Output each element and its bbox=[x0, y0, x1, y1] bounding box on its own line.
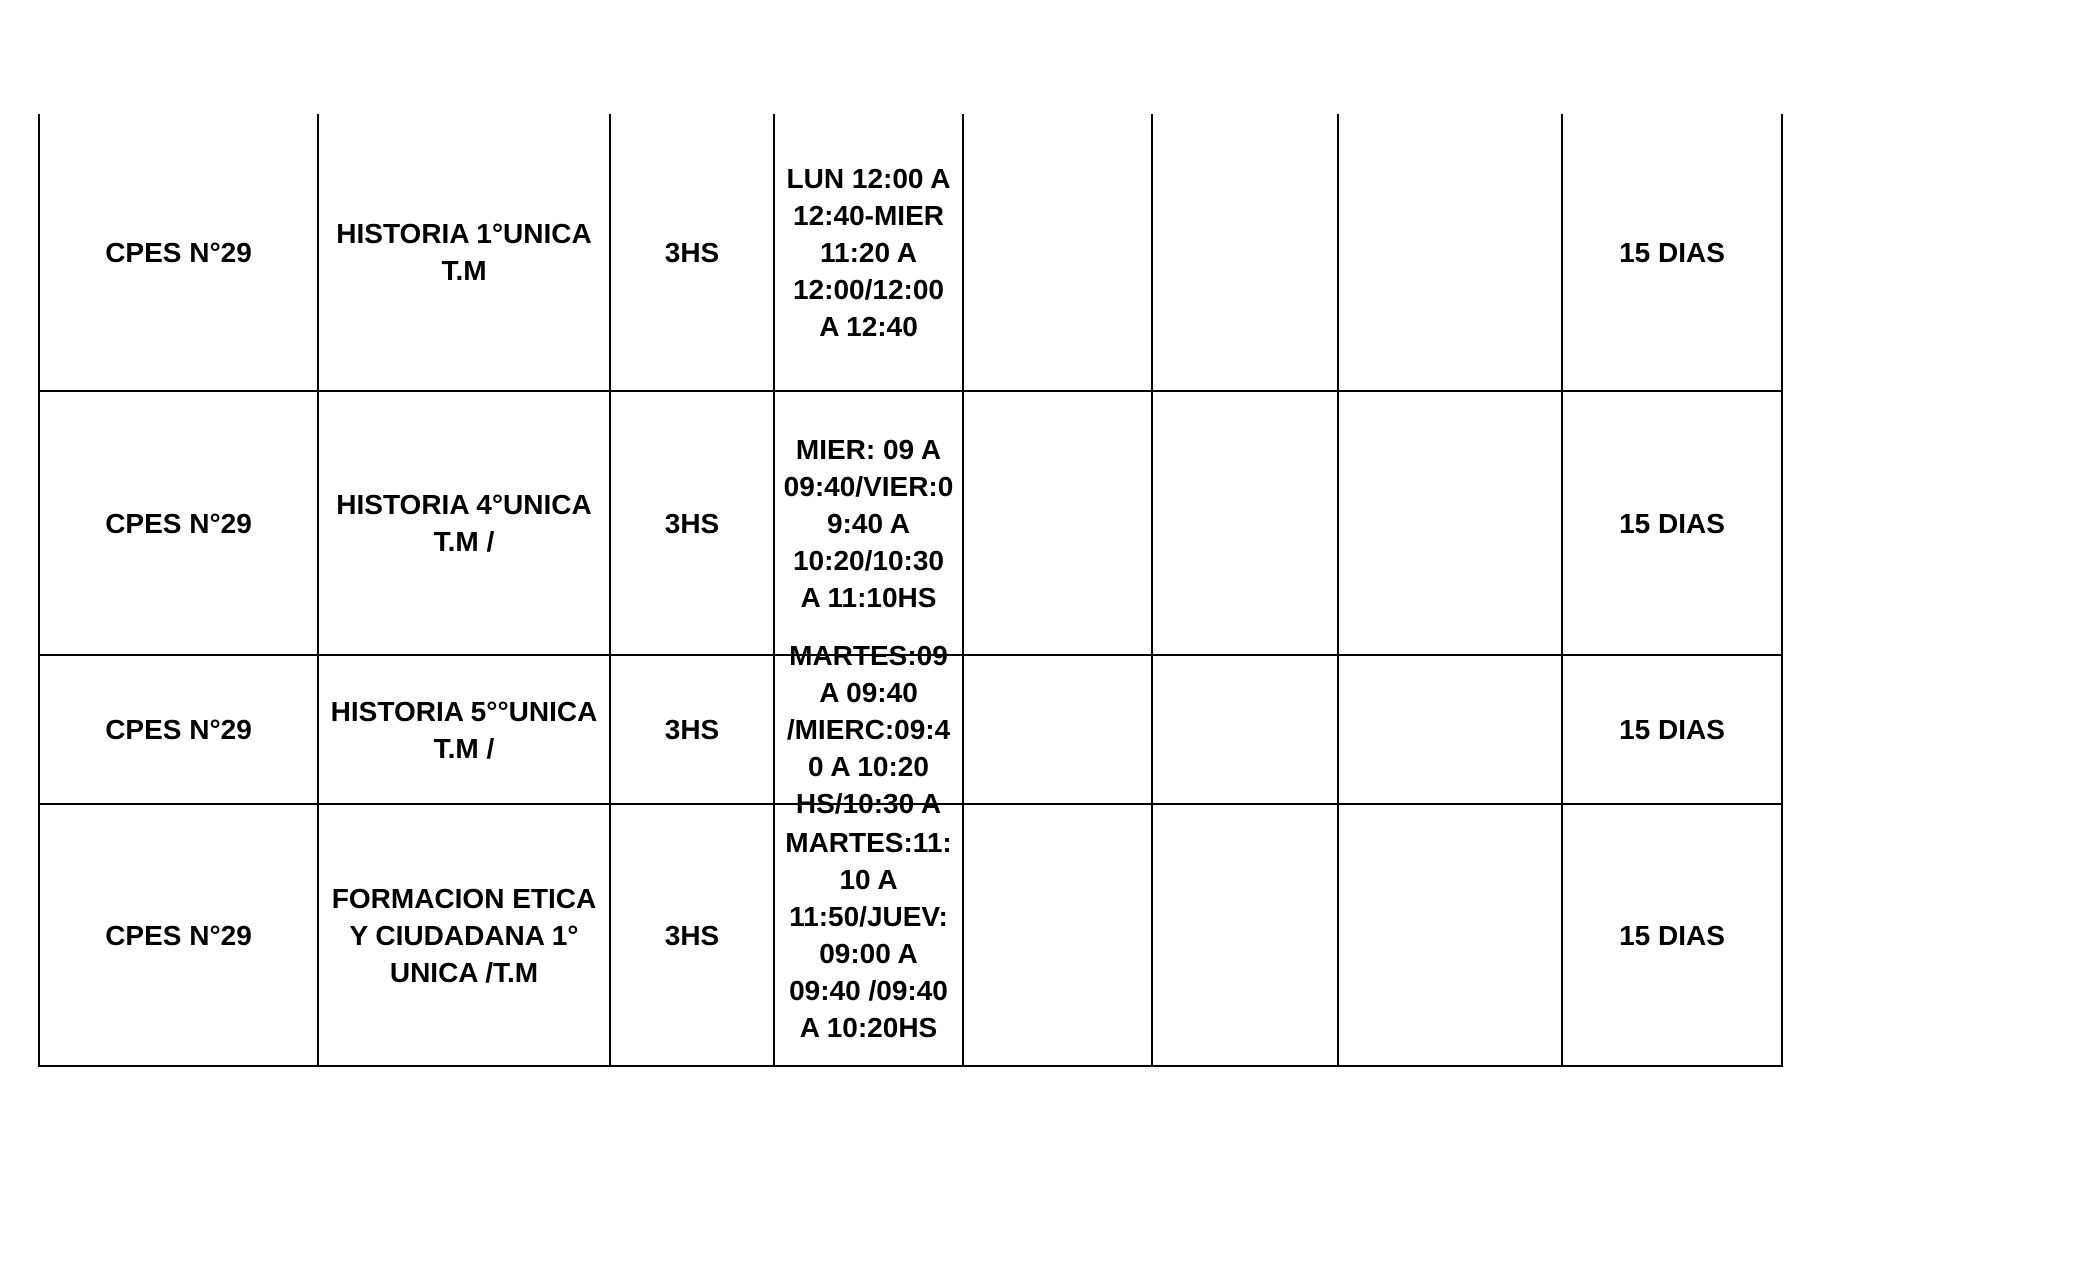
school-cell: CPES N°29 bbox=[40, 803, 319, 1065]
duration-cell: 15 DIAS bbox=[1563, 654, 1783, 803]
empty-cell bbox=[1153, 803, 1339, 1065]
school-cell: CPES N°29 bbox=[40, 114, 319, 390]
hours-cell: 3HS bbox=[611, 390, 775, 654]
subject-cell: HISTORIA 5°°UNICA T.M / bbox=[319, 654, 611, 803]
empty-cell bbox=[1339, 390, 1563, 654]
empty-cell bbox=[964, 114, 1153, 390]
duration-cell: 15 DIAS bbox=[1563, 114, 1783, 390]
schedule-cell: MIER: 09 A 09:40/VIER:0 9:40 A 10:20/10:30 A 11:10HS bbox=[775, 390, 964, 654]
empty-cell bbox=[1339, 803, 1563, 1065]
subject-cell: HISTORIA 1°UNICA T.M bbox=[319, 114, 611, 390]
empty-cell bbox=[1339, 114, 1563, 390]
empty-cell bbox=[1339, 654, 1563, 803]
duration-cell: 15 DIAS bbox=[1563, 803, 1783, 1065]
school-cell: CPES N°29 bbox=[40, 390, 319, 654]
empty-cell bbox=[1153, 390, 1339, 654]
hours-cell: 3HS bbox=[611, 114, 775, 390]
empty-cell bbox=[964, 803, 1153, 1065]
hours-cell: 3HS bbox=[611, 803, 775, 1065]
duration-cell: 15 DIAS bbox=[1563, 390, 1783, 654]
school-cell: CPES N°29 bbox=[40, 654, 319, 803]
schedule-cell: MARTES:11: 10 A 11:50/JUEV: 09:00 A 09:40 /09:40 A 10:20HS bbox=[775, 803, 964, 1065]
subject-cell: FORMACION ETICA Y CIUDADANA 1° UNICA /T.M bbox=[319, 803, 611, 1065]
subject-cell: HISTORIA 4°UNICA T.M / bbox=[319, 390, 611, 654]
schedule-cell: LUN 12:00 A 12:40-MIER 11:20 A 12:00/12:00 A 12:40 bbox=[775, 114, 964, 390]
empty-cell bbox=[964, 390, 1153, 654]
hours-cell: 3HS bbox=[611, 654, 775, 803]
empty-cell bbox=[964, 654, 1153, 803]
empty-cell bbox=[1153, 654, 1339, 803]
empty-cell bbox=[1153, 114, 1339, 390]
schedule-cell: MARTES:09 A 09:40 /MIERC:09:4 0 A 10:20 HS/10:30 A bbox=[775, 654, 964, 803]
schedule-table bbox=[38, 114, 1783, 1067]
